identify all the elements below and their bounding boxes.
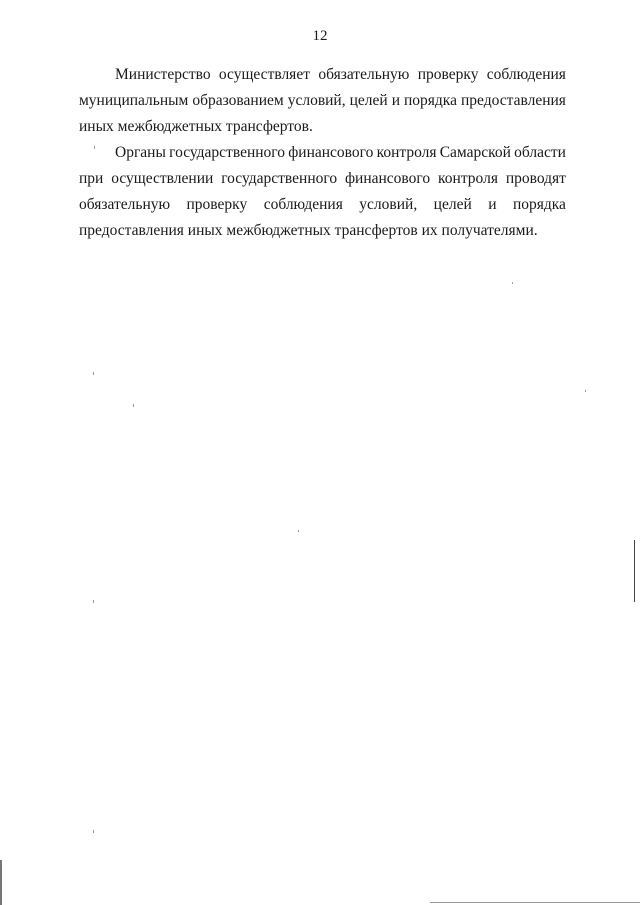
- word: порядка: [512, 196, 566, 213]
- paragraph-line: [79, 88, 566, 114]
- line-text: [79, 192, 566, 218]
- word: Самарской: [439, 144, 511, 161]
- paragraph-line: [79, 62, 566, 88]
- line-text: [79, 166, 566, 192]
- word: осуществляет: [218, 66, 310, 83]
- scan-edge: [634, 540, 635, 602]
- word: контроля: [438, 170, 498, 187]
- line-text: [79, 88, 566, 114]
- word: и: [488, 196, 497, 213]
- paragraph: [79, 62, 566, 140]
- word: контроля: [376, 144, 437, 161]
- word: Органы: [115, 144, 166, 161]
- document-body: [79, 62, 566, 244]
- word: условий,: [287, 92, 346, 109]
- word: проверку: [417, 66, 479, 83]
- word: осуществлении: [111, 170, 214, 187]
- word: обязательную: [79, 196, 171, 213]
- word: государственного: [221, 170, 338, 187]
- paragraph-line: [79, 114, 566, 140]
- scan-speck: [298, 530, 299, 532]
- word: проверку: [186, 196, 248, 213]
- word: предоставления: [461, 92, 566, 109]
- word: финансового: [345, 170, 431, 187]
- word: обязательную: [318, 66, 410, 83]
- word: целей: [433, 196, 472, 213]
- scan-speck: [133, 404, 134, 407]
- scan-speck: [93, 830, 94, 833]
- scan-speck: [93, 372, 94, 375]
- word: целей: [349, 92, 388, 109]
- word: порядка: [404, 92, 457, 109]
- word: финансового: [288, 144, 374, 161]
- word: образованием: [192, 92, 284, 109]
- paragraph-line: [79, 192, 566, 218]
- paragraph: [79, 140, 566, 244]
- line-text: [115, 140, 566, 166]
- scan-speck: [94, 146, 95, 149]
- scan-speck: [585, 390, 586, 392]
- paragraph-line: [79, 166, 566, 192]
- paragraph-line: [79, 140, 566, 166]
- line-text: [115, 62, 566, 88]
- scan-edge: [0, 860, 2, 905]
- scan-speck: [512, 282, 513, 284]
- word: соблюдения: [486, 66, 566, 83]
- word: условий,: [359, 196, 418, 213]
- word: государственного: [169, 144, 286, 161]
- page-number: 12: [312, 28, 328, 44]
- word: и: [391, 92, 400, 109]
- word: проводят: [505, 170, 566, 187]
- scan-speck: [93, 600, 94, 603]
- word: при: [79, 170, 104, 187]
- line-text: предоставления иных межбюджетных трансфертов их получателями.: [79, 222, 538, 239]
- word: области: [514, 144, 566, 161]
- word: Министерство: [115, 66, 211, 83]
- word: муниципальным: [79, 92, 189, 109]
- word: соблюдения: [263, 196, 343, 213]
- paragraph-line: [79, 218, 566, 244]
- line-text: иных межбюджетных трансфертов.: [79, 118, 313, 135]
- scan-edge: [430, 902, 640, 903]
